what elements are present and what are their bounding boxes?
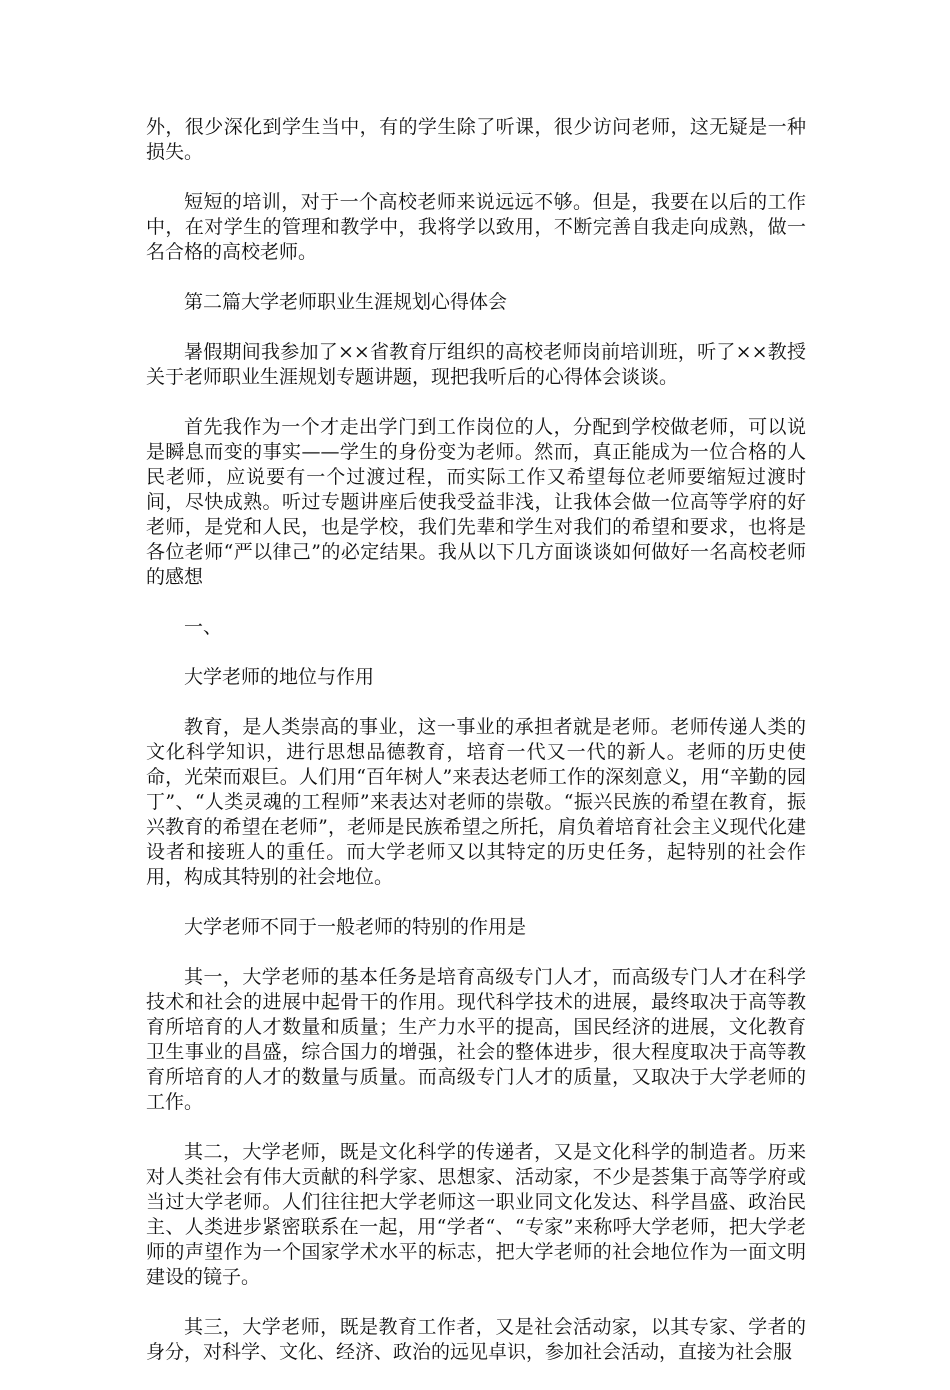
paragraph: 其二，大学老师，既是文化科学的传递者，又是文化科学的制造者。历来对人类社会有伟大贡献的科学家、思想家、活动家，不少是荟集于高等学府或当过大学老师。人们往往把大学老师这一职业同文化发达、科学昌盛、政治民主、人类进步紧密联系在一起，用“学者“、“专家”来称呼大学老师，把大学老师的声望作为一个国家学术水平的标志，把大学老师的社会地位作为一面文明建设的镜子。 xyxy=(146,1141,806,1288)
paragraph: 其三，大学老师，既是教育工作者，又是社会活动家，以其专家、学者的身分，对科学、文化、经济、政治的远见卓识，参加社会活动，直接为社会服 xyxy=(146,1316,806,1363)
section-title: 第二篇大学老师职业生涯规划心得体会 xyxy=(184,291,508,313)
paragraph: 其一，大学老师的基本任务是培育高级专门人才，而高级专门人才在科学技术和社会的进展中起骨干的作用。现代科学技术的进展，最终取决于高等教育所培育的人才数量和质量；生产力水平的提高，国民经济的进展，文化教育卫生事业的昌盛，综合国力的增强，社会的整体进步，很大程度取决于高等教育所培育的人才的数量与质量。而高级专门人才的质量，又取决于大学老师的工作。 xyxy=(146,966,806,1113)
paragraph: 短短的培训，对于一个高校老师来说远远不够。但是，我要在以后的工作中，在对学生的管理和教学中，我将学以致用，不断完善自我走向成熟，做一名合格的高校老师。 xyxy=(146,191,806,263)
document-body xyxy=(146,115,806,1390)
paragraph: 大学老师不同于一般老师的特别的作用是 xyxy=(184,916,527,938)
list-number: 一、 xyxy=(184,616,223,638)
subsection-heading: 大学老师的地位与作用 xyxy=(184,666,375,688)
paragraph: 首先我作为一个才走出学门到工作岗位的人，分配到学校做老师，可以说是瞬息而变的事实——学生的身份变为老师。然而，真正能成为一位合格的人民老师，应说要有一个过渡过程，而实际工作又希望每位老师要缩短过渡时间，尽快成熟。听过专题讲座后使我受益非浅，让我体会做一位高等学府的好老师，是党和人民，也是学校，我们先辈和学生对我们的希望和要求，也将是各位老师“严以律己”的必定结果。我从以下几方面谈谈如何做好一名高校老师的感想 xyxy=(146,416,806,588)
paragraph: 教育，是人类崇高的事业，这一事业的承担者就是老师。老师传递人类的文化科学知识，进行思想品德教育，培育一代又一代的新人。老师的历史使命，光荣而艰巨。人们用“百年树人”来表达老师工作的深刻意义，用“辛勤的园丁”、“人类灵魂的工程师”来表达对老师的崇敬。“振兴民族的希望在教育，振兴教育的希望在老师”，老师是民族希望之所托，肩负着培育社会主义现代化建设者和接班人的重任。而大学老师又以其特定的历史任务，起特别的社会作用，构成其特别的社会地位。 xyxy=(146,716,806,888)
paragraph: 暑假期间我参加了××省教育厅组织的高校老师岗前培训班，听了××教授关于老师职业生涯规划专题讲题，现把我听后的心得体会谈谈。 xyxy=(146,341,806,388)
paragraph-continuation: 外，很少深化到学生当中，有的学生除了听课，很少访问老师，这无疑是一种损失。 xyxy=(146,116,806,163)
